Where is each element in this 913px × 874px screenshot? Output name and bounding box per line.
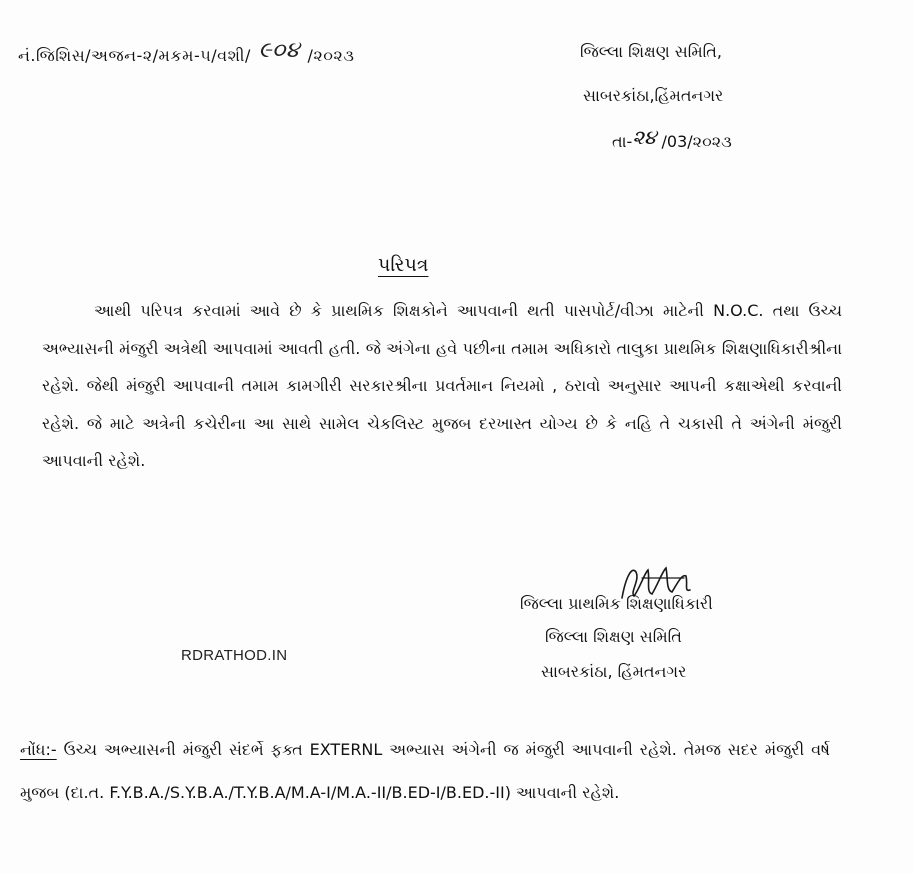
reference-number (18, 38, 355, 67)
office-name: જિલ્લા શિક્ષણ સમિતિ, (580, 42, 722, 61)
circular-title: પરિપત્ર (378, 254, 429, 276)
watermark-text: RDRATHOD.IN (181, 647, 288, 664)
date-suffix: /03/૨૦૨૩ (656, 132, 732, 151)
reference-prefix: નં.જિશિસ/અજન-૨/મકમ-૫/વશી/ (18, 46, 257, 65)
document-date (612, 125, 732, 152)
date-prefix: તા- (612, 132, 633, 151)
circular-body (42, 292, 842, 480)
circular-body-text: આથી પરિપત્ર કરવામાં આવે છે કે પ્રાથમિક શિક્ષકોને આપવાની થતી પાસપોર્ટ/વીઝા માટેની N.O.C. તથા ઉચ્ચ અભ્યાસની મંજુરી અત્રેથી આપવામાં આવતી હતી. જે અંગેના હવે પછીના તમામ અધિકારો તાલુકા પ્રાથમિક શિક્ષણાધિકારીશ્રીના રહેશે. જેથી મંજુરી આપવાની તમામ કામગીરી સરકારશ્રીના પ્રવર્તમાન નિયમો , ઠરાવો અનુસાર આપની કક્ષાએથી કરવાની રહેશે. જે માટે અત્રેની કચેરીના આ સાથે સામેલ ચેકલિસ્ટ મુજબ દરખાસ્ત યોગ્ય છે કે નહિ તે ચકાસી તે અંગેની મંજુરી આપવાની રહેશે. (42, 301, 842, 470)
office-location: સાબરકાંઠા,હિંમતનગર (583, 86, 724, 105)
reference-suffix: /૨૦૨૩ (301, 46, 355, 65)
note-text: ઉચ્ચ અભ્યાસની મંજુરી સંદર્ભે ફક્ત EXTERNL અભ્યાસ અંગેની જ મંજુરી આપવાની રહેશે. તેમજ સદર મંજુરી વર્ષ મુજબ (દા.ત. F.Y.B.A./S.Y.B.A./T.Y.B.A/M.A-I/M.A.-II/B.ED-I/B.ED.-II) આપવાની રહેશે. (20, 740, 830, 802)
reference-handwritten-number: ૯૦૪ (258, 38, 300, 63)
date-handwritten-day: ૨૪ (632, 125, 657, 149)
signatory-location: સાબરકાંઠા, હિંમતનગર (541, 662, 687, 681)
note-label: નોંધ:- (20, 740, 57, 759)
note-section (20, 728, 830, 814)
signatory-designation: જિલ્લા પ્રાથમિક શિક્ષણાધિકારી (520, 594, 713, 613)
signatory-office: જિલ્લા શિક્ષણ સમિતિ (545, 627, 682, 646)
